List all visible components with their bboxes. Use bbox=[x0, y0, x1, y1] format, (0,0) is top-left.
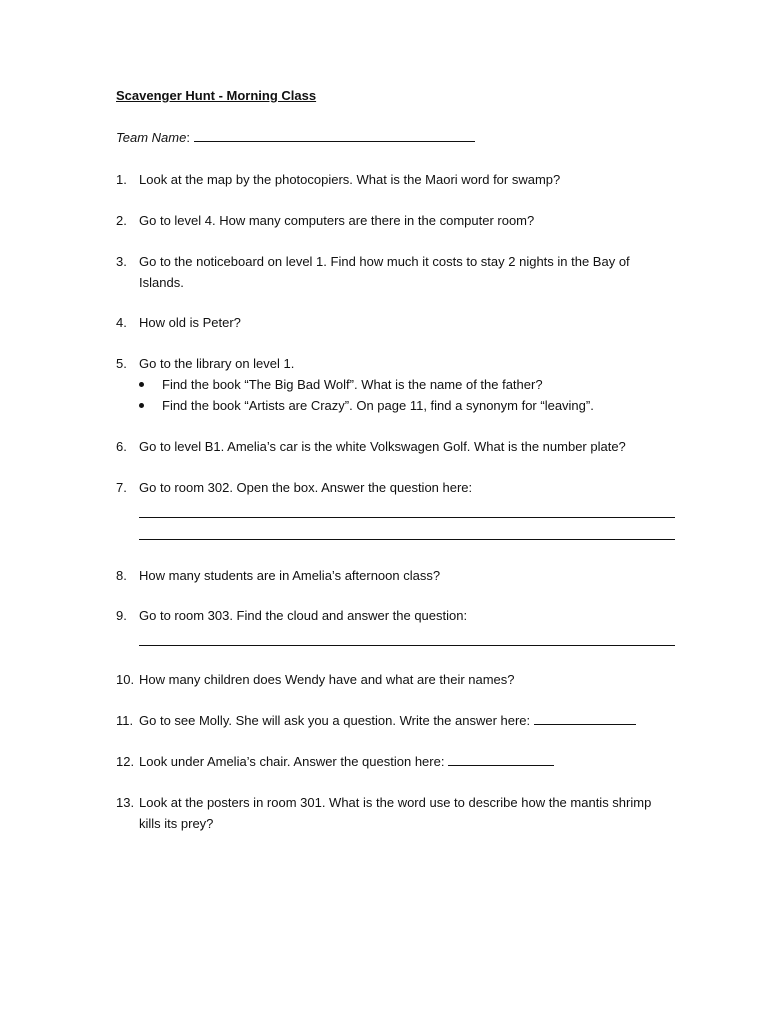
question-number: 7. bbox=[116, 480, 127, 495]
question-10 bbox=[116, 669, 676, 690]
question-1 bbox=[116, 169, 676, 190]
answer-line-7a[interactable] bbox=[139, 517, 675, 518]
question-number: 6. bbox=[116, 439, 127, 454]
question-text: Go to see Molly. She will ask you a question. Write the answer here: bbox=[139, 713, 534, 728]
question-text: How old is Peter? bbox=[139, 315, 241, 330]
question-9 bbox=[116, 605, 676, 626]
question-text: Go to the noticeboard on level 1. Find how much it costs to stay 2 nights in the Bay of Islands. bbox=[139, 254, 630, 290]
team-name-blank[interactable] bbox=[194, 129, 475, 142]
bullet-icon bbox=[139, 382, 144, 387]
bullet-item bbox=[116, 374, 676, 395]
question-number: 5. bbox=[116, 356, 127, 371]
question-number: 1. bbox=[116, 172, 127, 187]
question-text: Look at the map by the photocopiers. What is the Maori word for swamp? bbox=[139, 172, 561, 187]
bullet-text: Find the book “Artists are Crazy”. On page 11, find a synonym for “leaving”. bbox=[162, 398, 594, 413]
answer-line-7b[interactable] bbox=[139, 539, 675, 540]
team-name-label: Team Name bbox=[116, 130, 187, 145]
question-4 bbox=[116, 312, 676, 333]
question-number: 4. bbox=[116, 315, 127, 330]
question-text: Go to room 302. Open the box. Answer the question here: bbox=[139, 480, 473, 495]
answer-blank-12[interactable] bbox=[448, 753, 554, 766]
bullet-item bbox=[116, 395, 676, 416]
worksheet-title: Scavenger Hunt - Morning Class bbox=[116, 88, 317, 103]
answer-blank-11[interactable] bbox=[534, 712, 636, 725]
question-text: Look at the posters in room 301. What is the word use to describe how the mantis shrimp kills its prey? bbox=[139, 795, 652, 831]
question-number: 3. bbox=[116, 254, 127, 269]
question-13 bbox=[116, 792, 676, 834]
question-number: 11. bbox=[116, 713, 134, 728]
question-text: Go to room 303. Find the cloud and answer the question: bbox=[139, 608, 468, 623]
team-name-colon: : bbox=[186, 130, 190, 145]
question-number: 12. bbox=[116, 754, 135, 769]
question-number: 9. bbox=[116, 608, 127, 623]
question-6 bbox=[116, 436, 676, 457]
bullet-text: Find the book “The Big Bad Wolf”. What is the name of the father? bbox=[162, 377, 543, 392]
question-number: 10. bbox=[116, 672, 135, 687]
question-text: Go to level B1. Amelia’s car is the white Volkswagen Golf. What is the number plate? bbox=[139, 439, 626, 454]
question-5-bullets bbox=[116, 374, 676, 416]
question-7 bbox=[116, 477, 676, 498]
question-number: 13. bbox=[116, 795, 135, 810]
question-number: 8. bbox=[116, 568, 127, 583]
question-text: How many students are in Amelia’s afternoon class? bbox=[139, 568, 441, 583]
bullet-icon bbox=[139, 403, 144, 408]
answer-line-9[interactable] bbox=[139, 645, 675, 646]
question-text: How many children does Wendy have and what are their names? bbox=[139, 672, 515, 687]
question-text: Go to the library on level 1. bbox=[139, 356, 295, 371]
question-12 bbox=[116, 751, 676, 772]
question-3 bbox=[116, 251, 676, 293]
question-text: Look under Amelia’s chair. Answer the question here: bbox=[139, 754, 449, 769]
question-11 bbox=[116, 710, 676, 731]
question-number: 2. bbox=[116, 213, 127, 228]
question-5 bbox=[116, 353, 676, 416]
team-name-row bbox=[116, 129, 475, 145]
question-text: Go to level 4. How many computers are there in the computer room? bbox=[139, 213, 535, 228]
question-2 bbox=[116, 210, 676, 231]
question-8 bbox=[116, 565, 676, 586]
